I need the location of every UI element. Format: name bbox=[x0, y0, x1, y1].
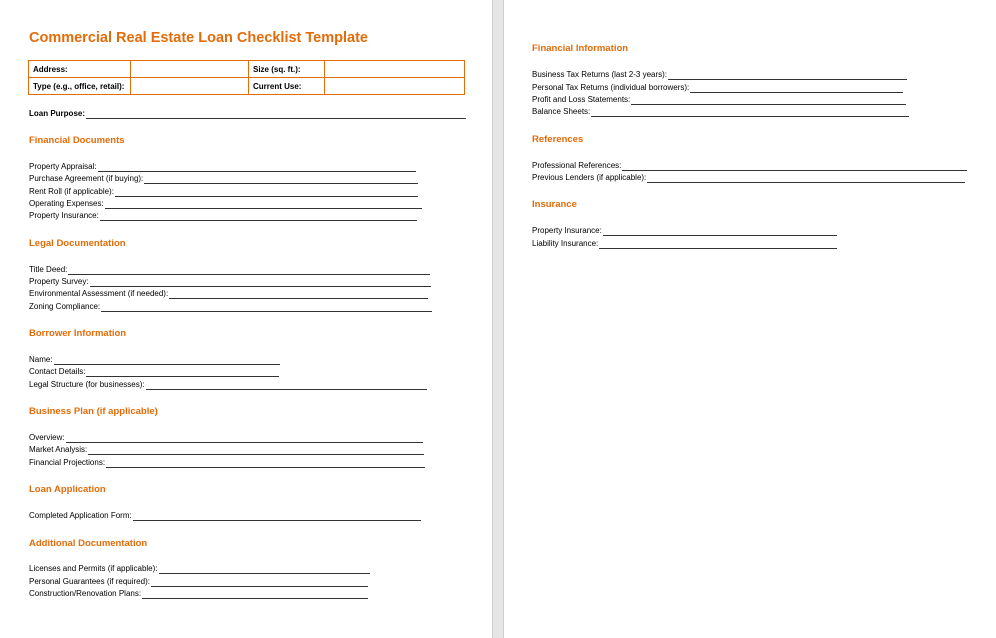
zoning-compliance-field[interactable] bbox=[101, 304, 432, 312]
list-item: Title Deed: bbox=[29, 265, 430, 275]
list-item: Previous Lenders (if applicable): bbox=[532, 173, 965, 183]
business-tax-returns-field[interactable] bbox=[668, 72, 907, 80]
licenses-permits-field[interactable] bbox=[159, 566, 370, 574]
list-item: Property Insurance: bbox=[29, 211, 417, 221]
list-item: Property Insurance: bbox=[532, 226, 837, 236]
size-field[interactable] bbox=[325, 61, 465, 78]
list-item: Rent Roll (if applicable): bbox=[29, 187, 418, 197]
address-field[interactable] bbox=[131, 61, 249, 78]
property-info-table bbox=[28, 60, 465, 95]
list-item: Property Survey: bbox=[29, 277, 431, 287]
document-page-1 bbox=[0, 0, 492, 638]
type-field[interactable] bbox=[131, 78, 249, 95]
previous-lenders-field[interactable] bbox=[647, 175, 965, 183]
size-label: Size (sq. ft.): bbox=[249, 61, 325, 78]
references-heading: References bbox=[532, 134, 584, 145]
list-item: Profit and Loss Statements: bbox=[532, 95, 906, 105]
current-use-label: Current Use: bbox=[249, 78, 325, 95]
list-item: Personal Tax Returns (individual borrowers): bbox=[532, 83, 903, 93]
title-deed-field[interactable] bbox=[68, 267, 430, 275]
loan-purpose-label: Loan Purpose: bbox=[29, 109, 86, 118]
list-item: Construction/Renovation Plans: bbox=[29, 589, 368, 599]
balance-sheets-field[interactable] bbox=[591, 109, 909, 117]
property-survey-field[interactable] bbox=[90, 279, 431, 287]
overview-field[interactable] bbox=[66, 435, 423, 443]
loan-application-heading: Loan Application bbox=[29, 484, 106, 495]
completed-application-form-field[interactable] bbox=[133, 513, 421, 521]
personal-tax-returns-field[interactable] bbox=[690, 85, 903, 93]
list-item: Overview: bbox=[29, 433, 423, 443]
list-item: Financial Projections: bbox=[29, 458, 425, 468]
list-item: Market Analysis: bbox=[29, 445, 424, 455]
name-field[interactable] bbox=[54, 357, 280, 365]
construction-plans-field[interactable] bbox=[142, 591, 368, 599]
property-appraisal-field[interactable] bbox=[98, 164, 416, 172]
list-item: Legal Structure (for businesses): bbox=[29, 380, 427, 390]
property-insurance-info-field[interactable] bbox=[603, 228, 837, 236]
financial-information-heading: Financial Information bbox=[532, 43, 629, 54]
property-insurance-field[interactable] bbox=[100, 213, 417, 221]
business-plan-heading: Business Plan (if applicable) bbox=[29, 406, 158, 417]
list-item: Contact Details: bbox=[29, 367, 279, 377]
list-item: Property Appraisal: bbox=[29, 162, 416, 172]
document-page-2 bbox=[504, 0, 996, 638]
loan-purpose-field[interactable] bbox=[86, 111, 466, 119]
type-label: Type (e.g., office, retail): bbox=[29, 78, 131, 95]
list-item: Completed Application Form: bbox=[29, 511, 421, 521]
borrower-information-heading: Borrower Information bbox=[29, 328, 127, 339]
market-analysis-field[interactable] bbox=[88, 447, 424, 455]
list-item: Licenses and Permits (if applicable): bbox=[29, 564, 370, 574]
list-item: Business Tax Returns (last 2-3 years): bbox=[532, 70, 907, 80]
legal-structure-field[interactable] bbox=[146, 382, 427, 390]
contact-details-field[interactable] bbox=[86, 369, 279, 377]
list-item: Liability Insurance: bbox=[532, 239, 837, 249]
list-item: Personal Guarantees (if required): bbox=[29, 577, 368, 587]
liability-insurance-field[interactable] bbox=[599, 241, 837, 249]
list-item: Name: bbox=[29, 355, 280, 365]
financial-documents-heading: Financial Documents bbox=[29, 135, 125, 146]
insurance-heading: Insurance bbox=[532, 199, 577, 210]
rent-roll-field[interactable] bbox=[115, 189, 418, 197]
current-use-field[interactable] bbox=[325, 78, 465, 95]
address-label: Address: bbox=[29, 61, 131, 78]
environmental-assessment-field[interactable] bbox=[169, 291, 428, 299]
profit-loss-field[interactable] bbox=[631, 97, 906, 105]
list-item: Environmental Assessment (if needed): bbox=[29, 289, 428, 299]
list-item: Purchase Agreement (if buying): bbox=[29, 174, 418, 184]
document-title: Commercial Real Estate Loan Checklist Template bbox=[29, 30, 368, 46]
operating-expenses-field[interactable] bbox=[105, 201, 422, 209]
list-item: Professional References: bbox=[532, 161, 967, 171]
personal-guarantees-field[interactable] bbox=[151, 579, 368, 587]
loan-purpose-row bbox=[29, 109, 466, 119]
legal-documentation-heading: Legal Documentation bbox=[29, 238, 126, 249]
additional-documentation-heading: Additional Documentation bbox=[29, 538, 148, 549]
list-item: Balance Sheets: bbox=[532, 107, 909, 117]
financial-projections-field[interactable] bbox=[106, 460, 425, 468]
professional-references-field[interactable] bbox=[622, 163, 967, 171]
list-item: Operating Expenses: bbox=[29, 199, 422, 209]
purchase-agreement-field[interactable] bbox=[144, 176, 418, 184]
list-item: Zoning Compliance: bbox=[29, 302, 432, 312]
